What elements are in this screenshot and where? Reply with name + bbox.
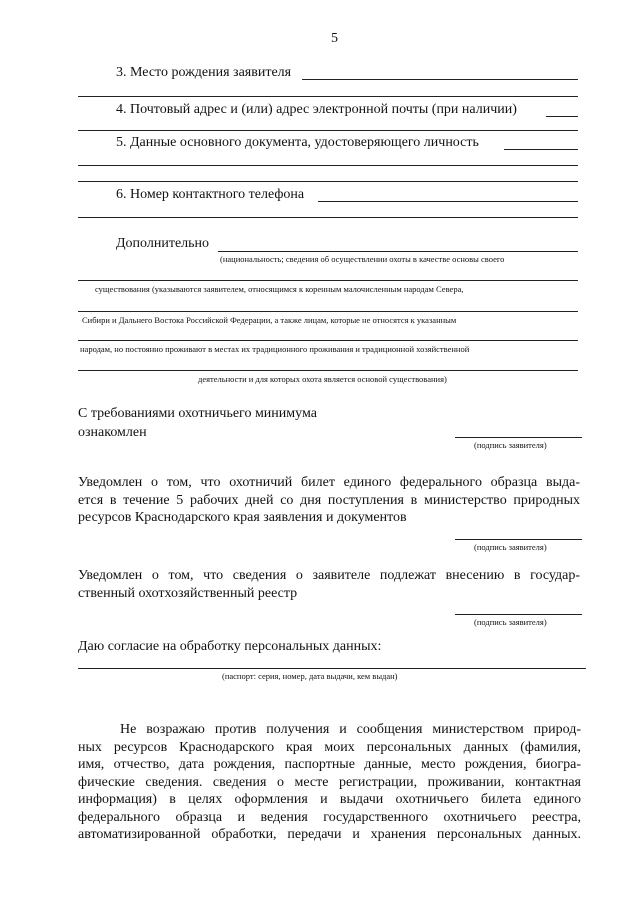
additional-hint-line-3: Сибири и Дальнего Востока Российской Федерации, а также лицам, которые не относятся к указанным — [82, 315, 457, 325]
consent-line-3: имя, отчество, дата рождения, паспортные данные, место рождения, биогра- — [78, 757, 581, 772]
additional-hint-line-1: (национальность; сведения об осуществлении охоты в качестве основы своего — [220, 254, 505, 264]
field-additional-line-4[interactable] — [78, 340, 578, 341]
field-address-label: 4. Почтовый адрес и (или) адрес электронной почты (при наличии) — [116, 102, 517, 117]
page-number: 5 — [331, 31, 338, 46]
field-address-line-2[interactable] — [78, 130, 578, 131]
field-additional-line-2[interactable] — [78, 280, 578, 281]
field-additional-line[interactable] — [218, 251, 578, 252]
notice-registry — [78, 567, 580, 602]
consent-line-1: Не возражаю против получения и сообщения министерством природ- — [120, 722, 581, 737]
field-address-line[interactable] — [546, 116, 578, 117]
field-document-line[interactable] — [504, 149, 578, 150]
consent-line-5: информация) в целях оформления и выдачи охотничьего билета единого — [78, 792, 581, 807]
notice-registry-line-1: Уведомлен о том, что сведения о заявителе подлежат внесению в государ- — [78, 568, 580, 583]
passport-caption: (паспорт: серия, номер, дата выдачи, кем выдан) — [222, 671, 398, 681]
signature-caption-1: (подпись заявителя) — [474, 440, 547, 450]
field-phone-line[interactable] — [318, 201, 578, 202]
field-document-line-2[interactable] — [78, 165, 578, 166]
hunting-minimum-line-2: ознакомлен — [78, 425, 147, 440]
field-phone-label: 6. Номер контактного телефона — [116, 187, 305, 202]
field-additional-line-5[interactable] — [78, 370, 578, 371]
signature-line-2[interactable] — [455, 539, 582, 540]
field-birthplace-line[interactable] — [302, 79, 578, 80]
field-document-line-3[interactable] — [78, 181, 578, 182]
notice-ticket-line-3: ресурсов Краснодарского края заявления и документов — [78, 510, 407, 525]
consent-title: Даю согласие на обработку персональных данных: — [78, 639, 382, 654]
notice-registry-line-2: ственный охотхозяйственный реестр — [78, 585, 298, 601]
signature-caption-2: (подпись заявителя) — [474, 542, 547, 552]
field-document-label: 5. Данные основного документа, удостоверяющего личность — [116, 135, 479, 150]
consent-line-6: федерального образца и ведения государственного охотничьего реестра, — [78, 809, 581, 825]
additional-hint-line-4: народам, но постоянно проживают в местах их традиционного проживания и традиционной хозяйственной — [80, 344, 470, 354]
notice-ticket-line-2: ется в течение 5 рабочих дней со дня поступления в министерство природных — [78, 492, 580, 508]
field-birthplace-line-2[interactable] — [78, 96, 578, 97]
signature-caption-3: (подпись заявителя) — [474, 617, 547, 627]
consent-line-7: автоматизированной обработки, передачи и хранения персональных данных. — [78, 827, 581, 842]
notice-ticket — [78, 474, 580, 527]
field-birthplace-label: 3. Место рождения заявителя — [116, 65, 292, 80]
additional-hint-line-5: деятельности и для которых охота является основой существования) — [198, 374, 447, 384]
field-additional-label: Дополнительно — [116, 236, 210, 251]
signature-line-1[interactable] — [455, 437, 582, 438]
notice-ticket-line-1: Уведомлен о том, что охотничий билет единого федерального образца выда- — [78, 475, 580, 490]
consent-line-2: ных ресурсов Краснодарского края моих персональных данных (фамилия, — [78, 739, 581, 755]
consent-text — [78, 721, 581, 844]
consent-line-4: фические сведения. сведения о месте регистрации, проживании, контактная — [78, 774, 581, 790]
signature-line-3[interactable] — [455, 614, 582, 615]
additional-hint-line-2: существования (указываются заявителем, относящимся к коренным малочисленным народам Севера, — [95, 284, 464, 294]
field-phone-line-2[interactable] — [78, 217, 578, 218]
hunting-minimum-line-1: С требованиями охотничьего минимума — [78, 406, 317, 421]
field-additional-line-3[interactable] — [78, 311, 578, 312]
passport-line[interactable] — [78, 668, 586, 669]
